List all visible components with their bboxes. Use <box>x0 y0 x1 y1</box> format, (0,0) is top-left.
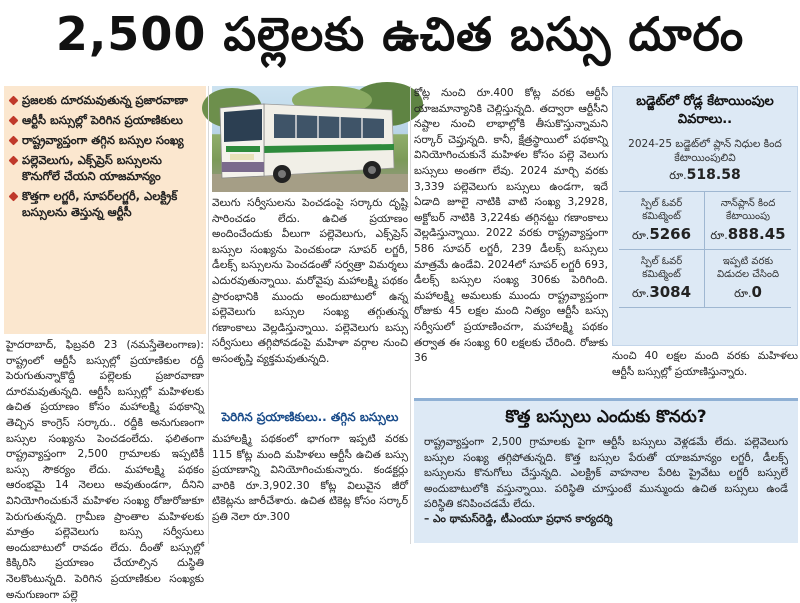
budget-total-prefix: రూ. <box>669 169 687 182</box>
budget-cell-amount: 888.45 <box>727 225 786 243</box>
budget-cell-prefix: రూ. <box>631 229 650 242</box>
budget-cell-label: ఇప్పటి వరకు విడుదల చేసింది <box>716 256 780 280</box>
subheading: పెరిగిన ప్రయాణికులు.. తగ్గిన బస్సులు <box>221 410 399 424</box>
quote-box-title: కొత్త బస్సులు ఎందుకు కొనరు? <box>505 407 707 427</box>
article-column-3 <box>414 86 608 386</box>
article-column-2 <box>212 196 408 408</box>
bus-photo <box>212 86 408 192</box>
column-divider <box>410 86 411 544</box>
budget-cell <box>619 192 705 250</box>
highlights-box <box>4 86 206 334</box>
budget-cell-label: నాన్‌ప్లాన్ కింద కేటాయింపు <box>720 198 776 222</box>
budget-cell-value <box>621 225 702 245</box>
budget-cell-label: స్పిల్ ఓవర్ కమిట్మెంట్ <box>640 256 683 280</box>
bullet-icon <box>9 136 19 146</box>
bullet-icon <box>9 156 19 166</box>
article-column-2-continued <box>212 432 408 544</box>
bullet-icon <box>9 96 19 106</box>
bullet-icon <box>9 192 19 202</box>
highlight-item <box>10 188 200 220</box>
highlight-text: రాష్ట్రవ్యాప్తంగా తగ్గిన బస్సుల సంఖ్య <box>22 133 184 147</box>
article-paragraph: వెలుగు సర్వీసులను పెంచడంపై సర్కారు దృష్టి సారించడం లేదు. ఉచిత ప్రయాణం అందించేందుకు వీలుగా పల్లెవెలుగు, ఎక్స్‌ప్రెస్ బస్సుల సంఖ్యను పెంచకుండా సూపర్ లగ్జరీ, డీలక్స్ బస్సులను పెంచడంతో సర్వత్రా విమర్శలు ఎదురవుతున్నాయి. మరోవైపు మహాలక్ష్మి పథకం ప్రారంభానికి ముందు అందుబాటులో ఉన్న పల్లెవెలుగు బస్సుల సంఖ్య తగ్గుతున్న గణాంకాలు వెల్లడిస్తున్నాయి. పల్లెవెలుగు బస్సు సర్వీసులు తగ్గిపోవడంపై మహిళా వర్గాల నుంచి అసంతృప్తి వ్యక్తమవుతున్నది. <box>212 197 408 365</box>
budget-title: బడ్జెట్‌లో రోడ్ల కేటాయింపుల వివరాలు.. <box>636 94 774 127</box>
budget-cell-value <box>707 225 789 245</box>
budget-cell-amount: 0 <box>751 283 762 301</box>
article-paragraph: నుంచి 40 లక్షల మంది వరకు మహిళలు ఆర్టీసీ బస్సుల్లో ప్రయాణిస్తున్నారు. <box>612 350 798 378</box>
budget-subtitle: 2024-25 బడ్జెట్‌లో ప్లాన్ నిధుల కింద కేటాయింపులివి <box>628 138 782 164</box>
highlight-item <box>10 132 200 148</box>
budget-cell <box>619 250 705 308</box>
highlight-text: కొత్తగా లగ్జరీ, సూపర్‌లగ్జరీ, ఎలక్ట్రిక్ బస్సులను తెస్తున్న ఆర్టీసీ <box>22 189 178 219</box>
highlight-item <box>10 152 200 184</box>
budget-cell-value <box>621 283 702 303</box>
budget-box <box>612 86 798 346</box>
budget-cell <box>705 192 791 250</box>
budget-cell-amount: 5266 <box>649 225 692 243</box>
budget-cell-amount: 3084 <box>649 283 692 301</box>
article-column-4 <box>612 349 798 389</box>
budget-total <box>619 167 791 185</box>
article-column-1 <box>6 338 204 601</box>
quote-box-text: రాష్ట్రవ్యాప్తంగా 2,500 గ్రామాలకు పైగా ఆర్టీసీ బస్సులు వెళ్లడమే లేదు. పల్లెవెలుగు బస్సుల సంఖ్య తగ్గిపోతున్నది. కొత్త బస్సుల పేరుతో యాజమాన్యం లగ్జరీ, డీలక్స్ బస్సులను కొనుగోలు చేస్తున్నది. ఎలక్ట్రిక్ వాహనాల పేరిట ప్రైవేటు లగ్జరీ బస్సులే అందుబాటులోకి వస్తున్నాయి. పరిస్థితి చూస్తుంటే మున్ముందు ఉచిత బస్సులు ఉండే పరిస్థితి కనిపించడమే లేదు. <box>424 436 788 511</box>
budget-cell-label: స్పిల్ ఓవర్ కమిట్మెంట్ <box>640 198 683 222</box>
bullet-icon <box>9 116 19 126</box>
highlight-text: ఆర్టీసీ బస్సుల్లో పెరిగిన ప్రయాణికులు <box>22 113 183 127</box>
budget-cell <box>705 250 791 308</box>
article-paragraph: మహాలక్ష్మి పథకంలో భాగంగా ఇప్పటి వరకు 115 కోట్ల మంది మహిళలు ఆర్టీసీ ఉచిత బస్సు ప్రయాణాన్ని వినియోగించుకున్నారు. కండక్టర్లు వారికి రూ.3,902.30 కోట్ల విలువైన జీరో టికెట్లను జారీచేశారు. ఉచిత టికెట్ల కోసం సర్కార్ ప్రతి నెలా రూ.300 <box>212 433 408 523</box>
column-divider <box>208 86 209 544</box>
highlight-item <box>10 92 200 108</box>
highlight-item <box>10 112 200 128</box>
budget-cell-prefix: రూ. <box>710 229 728 242</box>
budget-total-value: 518.58 <box>686 167 741 183</box>
budget-grid <box>619 191 791 308</box>
quote-box <box>414 398 798 543</box>
budget-cell-value <box>707 283 789 303</box>
highlight-text: ప్రజలకు దూరమవుతున్న ప్రజారవాణా <box>22 93 188 107</box>
article-paragraph: హైదరాబాద్, ఫిబ్రవరి 23 (నమస్తేతెలంగాణ): రాష్ట్రంలో ఆర్టీసీ బస్సుల్లో ప్రయాణికుల రద్దీ పెరుగుతున్నాకొద్దీ పల్లెలకు ప్రజారవాణా దూరమవుతున్నది. ఆర్టీసీ బస్సుల్లో మహిళలకు ఉచిత ప్రయాణం కోసం మహాలక్ష్మి పథకాన్ని తెచ్చిన కాంగ్రెస్ సర్కారు.. రద్దీకి అనుగుణంగా బస్సుల సంఖ్యను పెంచడంలేదు. ఫలితంగా రాష్ట్రవ్యాప్తంగా 2,500 గ్రామాలకు ఇప్పటికీ బస్సు సౌకర్యం లేదు. మహాలక్ష్మి పథకం ఆరంభమై 14 నెలలు అవుతుండగా, దీనిని వినియోగించుకునే మహిళల సంఖ్య రోజురోజుకూ పెరుగుతున్నది. గ్రామీణ ప్రాంతాల మహిళలకు మాత్రం పల్లెవెలుగు బస్సు సర్వీసులు అందుబాటులో రావడం లేదు. దీంతో బస్సుల్లో కిక్కిరిసి ప్రయాణం చేయాల్సిన దుస్థితి నెలకొంటున్నది. పెరిగిన ప్రయాణికుల సంఖ్యకు అనుగుణంగా పల్లె <box>6 339 204 601</box>
quote-box-signature: – ఎం థామస్‌రెడ్డి, టీఎంయూ ప్రధాన కార్యదర్శి <box>424 512 613 525</box>
bus-image <box>212 86 408 192</box>
budget-cell-prefix: రూ. <box>631 287 650 300</box>
highlight-text: పల్లెవెలుగు, ఎక్స్‌ప్రెస్ బస్సులను కొనుగోలే చేయని యాజమాన్యం <box>22 153 162 183</box>
budget-cell-prefix: రూ. <box>734 287 752 300</box>
article-paragraph: కోట్ల నుంచి రూ.400 కోట్ల వరకు ఆర్టీసీ యాజమాన్యానికి చెల్లిస్తున్నది. తద్వారా ఆర్టీసీని నష్టాల నుంచి లాభాల్లోకి తీసుకొస్తున్నామని సర్కార్ చెప్తున్నది. కానీ, క్షేత్రస్థాయిలో పథకాన్ని వినియోగించుకునే మహిళల కోసం పల్లె వెలుగు బస్సులు అంతగా లేవు. 2024 మార్చి వరకు 3,339 పల్లెవెలుగు బస్సులు ఉండగా, ఇదే ఏడాది జూలై నాటికి వాటి సంఖ్య 3,2928, అక్టోబర్ నాటికి 3,224కు తగ్గినట్టు గణాంకాలు వెల్లడిస్తున్నాయి. 2022 వరకు రాష్ట్రవ్యాప్తంగా 586 సూపర్ లగ్జరీ, 239 డీలక్స్ బస్సులు మాత్రమే ఉండేవి. 2024లో సూపర్ లగ్జరీ 693, డీలక్స్ బస్సుల సంఖ్య 306కు పెరిగింది. మహాలక్ష్మి అమలుకు ముందు రాష్ట్రవ్యాప్తంగా రోజుకు 45 లక్షల మంది నిత్యం ఆర్టీసీ బస్సు సర్వీసులో ప్రయాణించగా, మహాలక్ష్మి పథకం తర్వాత ఈ సంఖ్య 60 లక్షలకు చేరింది. రోజుకు 36 <box>414 87 608 365</box>
headline: 2,500 పల్లెలకు ఉచిత బస్సు దూరం <box>55 7 745 61</box>
